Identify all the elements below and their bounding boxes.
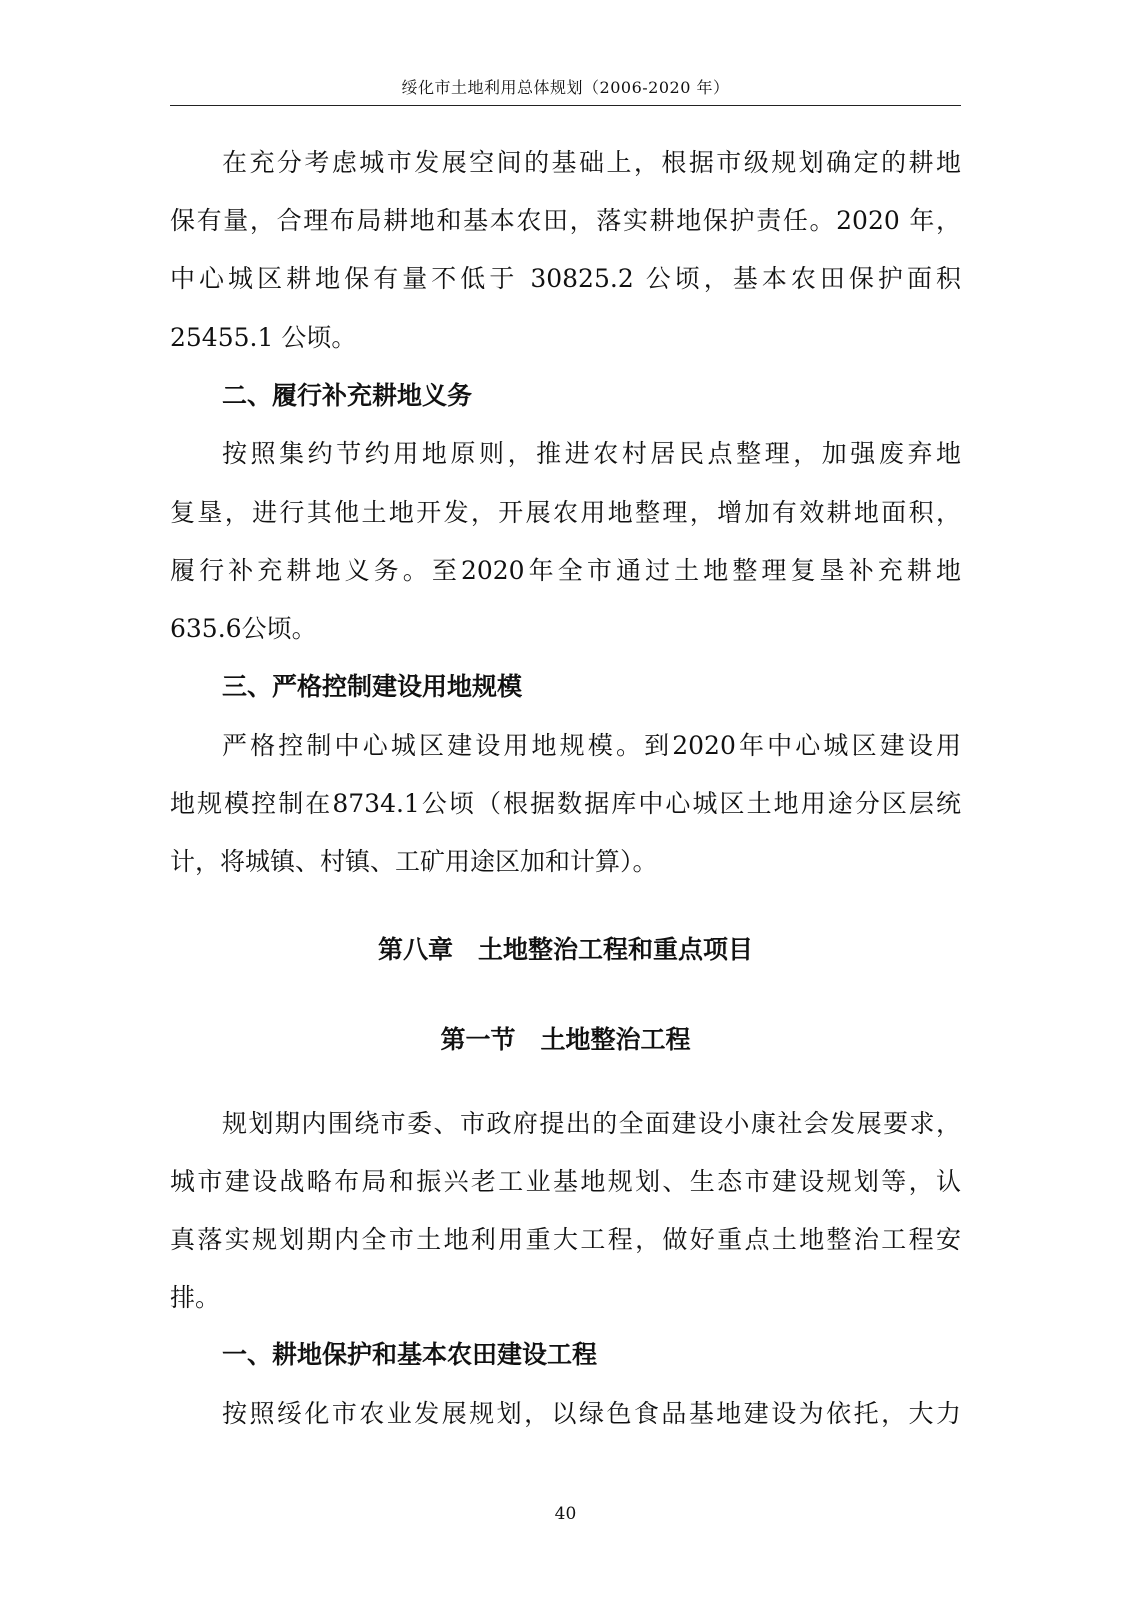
paragraph-line: 按照绥化市农业发展规划，以绿色食品基地建设为依托，大力 [222,1399,961,1428]
paragraph-line: 城市建设战略布局和振兴老工业基地规划、生态市建设规划等，认 [170,1167,961,1196]
paragraph-line: 保有量，合理布局耕地和基本农田，落实耕地保护责任。2020 年， [170,206,961,235]
section-heading: 一、耕地保护和基本农田建设工程 [222,1340,598,1369]
paragraph-line: 履行补充耕地义务。至2020年全市通过土地整理复垦补充耕地 [170,556,961,585]
running-header: 绥化市土地利用总体规划（2006-2020 年） [401,78,730,97]
header-divider [170,105,961,106]
paragraph-line: 按照集约节约用地原则，推进农村居民点整理，加强废弃地 [222,439,961,468]
paragraph-line: 25455.1 公顷。 [170,323,357,352]
paragraph-line: 真落实规划期内全市土地利用重大工程，做好重点土地整治工程安 [170,1225,961,1254]
paragraph-line: 地规模控制在8734.1公顷（根据数据库中心城区土地用途分区层统 [170,789,961,818]
paragraph-line: 计，将城镇、村镇、工矿用途区加和计算）。 [170,847,658,876]
section-heading: 二、履行补充耕地义务 [222,381,473,410]
paragraph-line: 中心城区耕地保有量不低于 30825.2 公顷，基本农田保护面积 [170,264,961,293]
paragraph-line: 严格控制中心城区建设用地规模。到2020年中心城区建设用 [222,731,961,760]
paragraph-line: 635.6公顷。 [170,614,317,643]
section-heading: 三、严格控制建设用地规模 [222,672,523,701]
paragraph-line: 规划期内围绕市委、市政府提出的全面建设小康社会发展要求， [222,1109,961,1138]
section-title: 第一节 土地整治工程 [440,1025,691,1054]
page-number: 40 [554,1504,577,1524]
paragraph-line: 在充分考虑城市发展空间的基础上，根据市级规划确定的耕地 [222,148,961,177]
paragraph-line: 排。 [170,1283,221,1312]
paragraph-line: 复垦，进行其他土地开发，开展农用地整理，增加有效耕地面积， [170,498,961,527]
chapter-title: 第八章 土地整治工程和重点项目 [377,935,753,964]
